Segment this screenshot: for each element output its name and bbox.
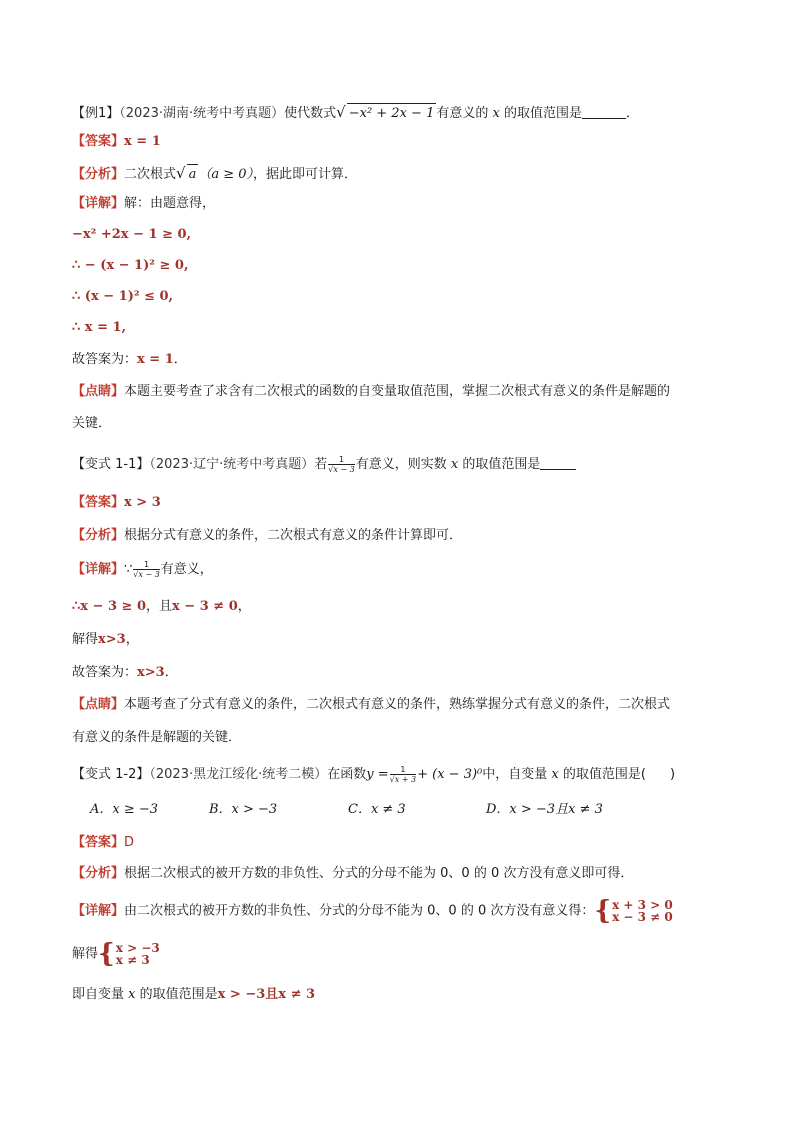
ex1-answer (72, 132, 161, 152)
final-end: ． (164, 665, 178, 680)
ex1-step2: ∴ − (x − 1)² ≥ 0, (72, 258, 189, 273)
sqrt-sign: √ (336, 103, 346, 121)
final-value: x>3 (137, 665, 165, 680)
analysis-radicand: a (187, 164, 199, 185)
step1-mid: ，且 (146, 599, 173, 614)
v11-final (72, 663, 178, 683)
analysis-text: 根据分式有意义的条件，二次根式有意义的条件计算即可． (124, 528, 463, 543)
ex1-post2: 的取值范围是 (503, 106, 582, 121)
analysis-pre: 二次根式 (124, 167, 177, 182)
sqrt-sign: √ (176, 164, 186, 182)
v11-fraction (328, 455, 355, 474)
v12-options (0, 800, 794, 820)
answer-value: x > 3 (124, 495, 161, 510)
v12-solve (72, 941, 160, 967)
comment-line1: 本题主要考查了求含有二次根式的函数的自变量取值范围，掌握二次根式有意义的条件是解题的 (124, 384, 671, 399)
v11-pre: 若 (314, 457, 328, 472)
solution-system (116, 942, 160, 966)
v12-pre: 在函数 (327, 767, 367, 782)
v12-analysis (72, 864, 633, 884)
ex1-post: 有意义的 (436, 106, 489, 121)
option-c[interactable]: C．x ≠ 3 (348, 802, 406, 817)
func-y: y = (366, 767, 389, 782)
solution-line2: x ≠ 3 (115, 953, 150, 967)
func-rest: + (x − 3)⁰ (417, 767, 483, 782)
v12-post: 中，自变量 (482, 767, 548, 782)
v11-answer (72, 493, 161, 513)
ex1-radicand: −x² + 2x − 1 (347, 103, 437, 124)
final-value: x > −3且x ≠ 3 (217, 987, 316, 1002)
because-symbol: ∵ (124, 562, 133, 577)
ex1-comment-line2: 关键． (72, 416, 112, 431)
step2-pre: 解得 (72, 632, 99, 647)
v11-comment (72, 695, 670, 715)
analysis-tag: 【分析】 (72, 528, 125, 543)
analysis-condition: （a ≥ 0） (198, 167, 254, 182)
ex1-tag: 【例1】 (72, 106, 120, 121)
frac-denominator: √x − 3 (328, 465, 355, 474)
v11-tag: 【变式 1-1】 (72, 457, 150, 472)
answer-blank (540, 455, 576, 470)
ex1-pre: 使代数式 (284, 106, 337, 121)
v12-source: （2023·黑龙江绥化·统考二模） (149, 767, 328, 782)
v11-question (72, 455, 576, 475)
ex1-var: x (492, 106, 500, 121)
v11-post: 有意义，则实数 (355, 457, 447, 472)
analysis-tag: 【分析】 (72, 167, 125, 182)
option-a[interactable]: A．x ≥ −3 (90, 802, 159, 817)
option-d[interactable]: D．x > −3且x ≠ 3 (486, 802, 603, 817)
ex1-step3: ∴ (x − 1)² ≤ 0, (72, 289, 174, 304)
v11-detail (72, 560, 213, 580)
v11-source: （2023·辽宁·统考中考真题） (149, 457, 315, 472)
v12-detail (72, 898, 673, 924)
answer-tag: 【答案】 (72, 495, 125, 510)
ex1-analysis (72, 163, 357, 185)
answer-tag: 【答案】 (72, 835, 125, 850)
v11-detail-fraction (133, 560, 160, 579)
v12-answer (72, 833, 134, 853)
detail-text: 解：由题意得， (124, 196, 216, 211)
step1-math: ∴x − 3 ≥ 0 (72, 599, 147, 614)
frac-denominator: √x − 3 (133, 570, 160, 579)
left-brace: { (98, 939, 115, 969)
detail-tag: 【详解】 (72, 196, 125, 211)
answer-tag: 【答案】 (72, 134, 125, 149)
answer-value: x = 1 (124, 134, 161, 149)
comment-tag: 【点睛】 (72, 697, 125, 712)
ex1-end: ． (626, 106, 640, 121)
answer-value: D (124, 835, 135, 850)
analysis-tag: 【分析】 (72, 866, 125, 881)
v11-var: x (450, 457, 459, 472)
frac-numerator: 1 (390, 765, 417, 775)
system-line1: x + 3 > 0 (612, 898, 673, 912)
v11-analysis (72, 526, 462, 546)
ex1-question (72, 102, 639, 124)
analysis-text: 根据二次根式的被开方数的非负性、分式的分母不能为 0、0 的 0 次方没有意义即可得． (124, 866, 634, 881)
step2-math: x>3 (98, 632, 126, 647)
detail-text: 由二次根式的被开方数的非负性、分式的分母不能为 0、0 的 0 次方没有意义得： (124, 903, 595, 919)
system-line2: x − 3 ≠ 0 (612, 910, 673, 924)
comment-tag: 【点睛】 (72, 384, 125, 399)
final-value: x = 1 (137, 352, 174, 367)
step1-math2: x − 3 ≠ 0 (172, 599, 238, 614)
solve-pre: 解得 (72, 946, 99, 962)
ex1-step4: ∴ x = 1, (72, 320, 127, 335)
v11-step2 (72, 630, 139, 650)
detail-tag: 【详解】 (72, 903, 125, 919)
ex1-comment (72, 382, 670, 402)
final-var: x (128, 987, 136, 1002)
step2-end: ， (125, 632, 139, 647)
final-mid: 的取值范围是 (139, 987, 218, 1002)
final-pre: 故答案为： (72, 352, 138, 367)
left-brace: { (594, 896, 612, 926)
v12-fraction (390, 765, 417, 784)
step1-end: ， (237, 599, 251, 614)
v11-post2: 的取值范围是 (462, 457, 541, 472)
final-pre: 即自变量 (72, 987, 125, 1002)
v12-var: x (551, 767, 559, 782)
solution-line1: x > −3 (115, 941, 160, 955)
v12-post2: 的取值范围是( (562, 767, 646, 782)
v12-paren-end: ) (669, 767, 676, 782)
ex1-source: （2023·湖南·统考中考真题） (119, 106, 285, 121)
comment-line1: 本题考查了分式有意义的条件，二次根式有意义的条件，熟练掌握分式有意义的条件，二次根式 (124, 697, 671, 712)
analysis-post: ，据此即可计算． (253, 167, 358, 182)
final-pre: 故答案为： (72, 665, 138, 680)
condition-system (612, 899, 673, 923)
detail-post: 有意义， (160, 562, 213, 577)
v12-tag: 【变式 1-2】 (72, 767, 150, 782)
ex1-detail (72, 194, 215, 214)
detail-tag: 【详解】 (72, 562, 125, 577)
frac-numerator: 1 (328, 455, 355, 465)
frac-numerator: 1 (133, 560, 160, 570)
option-b[interactable]: B．x > −3 (209, 802, 278, 817)
v11-comment-line2: 有意义的条件是解题的关键． (72, 730, 242, 745)
answer-blank (582, 104, 626, 119)
final-end: ． (173, 352, 187, 367)
v12-question (72, 765, 675, 785)
ex1-final (72, 350, 187, 370)
frac-denominator: √x + 3 (389, 775, 417, 784)
v11-step1 (72, 597, 251, 617)
ex1-step1: −x² +2x − 1 ≥ 0, (72, 227, 192, 242)
v12-final (72, 985, 315, 1005)
